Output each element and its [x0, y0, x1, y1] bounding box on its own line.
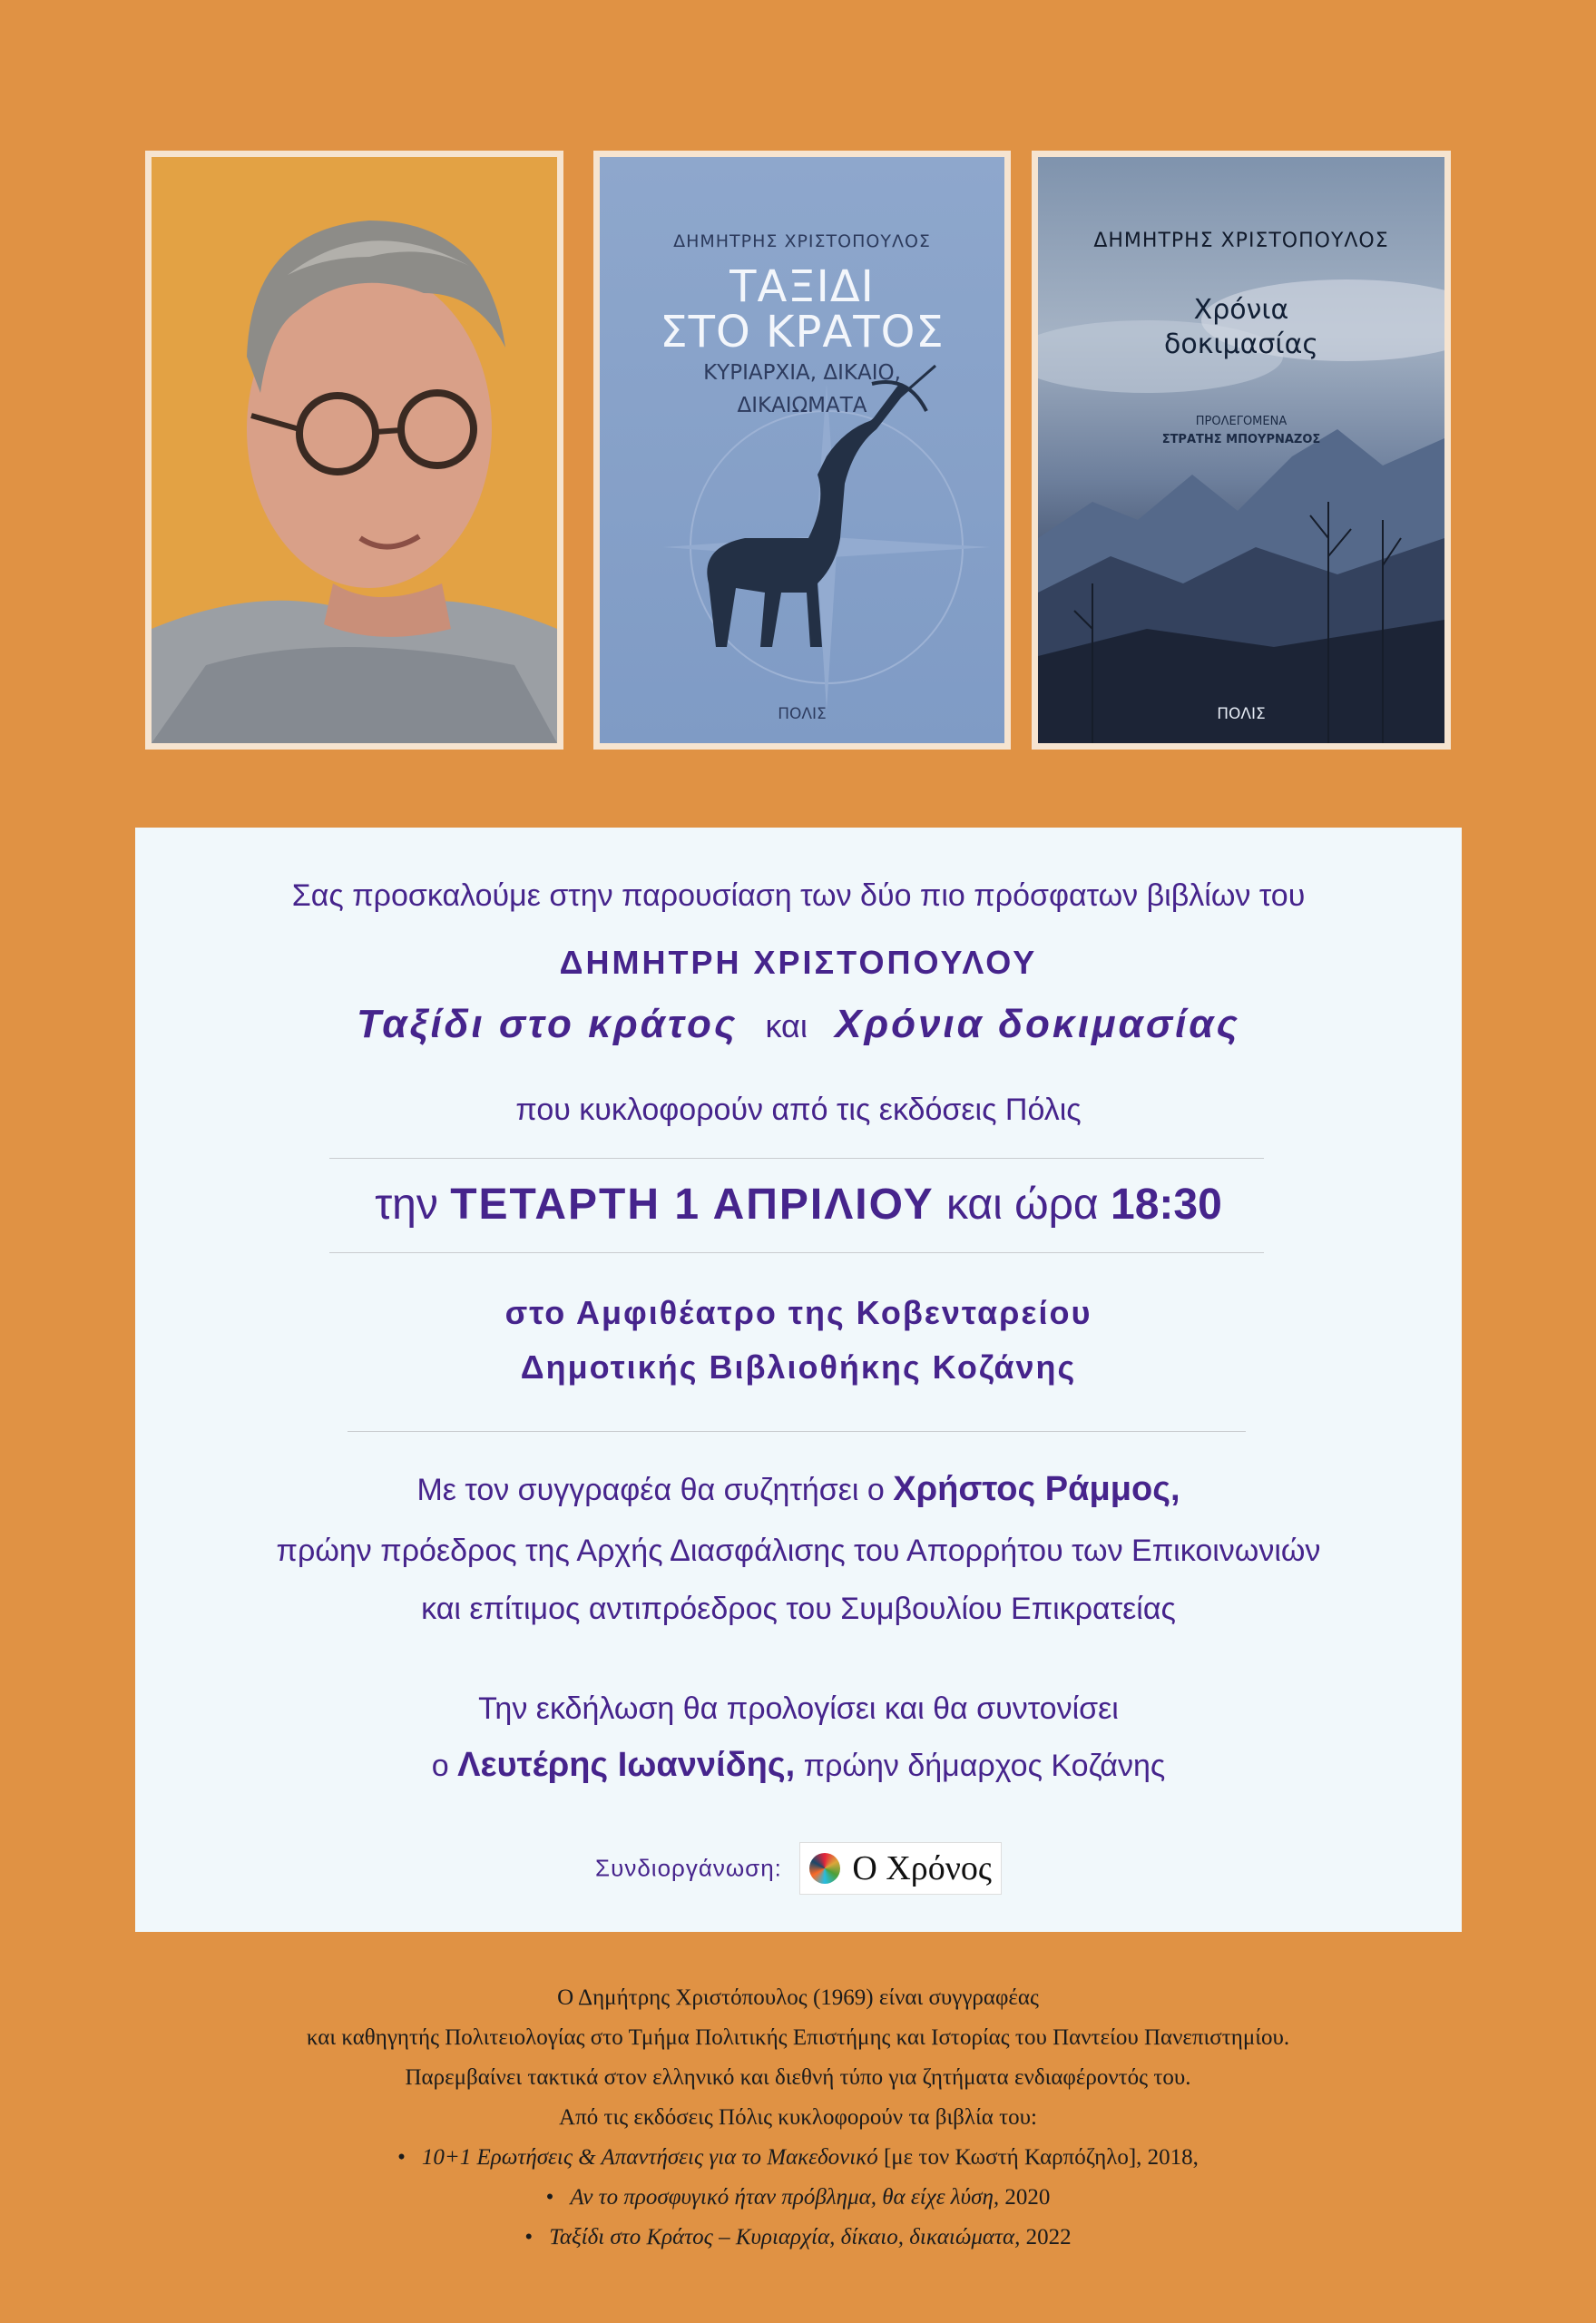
- coorganizer-logo: [799, 1842, 1002, 1895]
- coorganizer-label: Συνδιοργάνωση:: [595, 1854, 782, 1882]
- discussant-prefix: Με τον συγγραφέα θα συζητήσει ο: [416, 1473, 885, 1507]
- bio-line4: Από τις εκδόσεις Πόλις κυκλοφορούν τα βιβλία του:: [559, 2105, 1037, 2130]
- portrait-illustration: [152, 157, 557, 743]
- cover2-prologue-label: ΠΡΟΛΕΓΟΜΕΝΑ: [1195, 415, 1288, 428]
- moderator-intro: Την εκδήλωση θα προλογίσει και θα συντονίσει: [478, 1691, 1119, 1726]
- cover2-title-line1: Χρόνια: [1193, 294, 1289, 326]
- bio-book-item: [0, 2178, 1596, 2218]
- cover2-title: [1038, 293, 1444, 362]
- venue-line1: στο Αμφιθέατρο της Κοβενταρείου: [504, 1294, 1092, 1331]
- bio-line1: Ο Δημήτρης Χριστόπουλος (1969) είναι συγγραφέας: [557, 1985, 1039, 2010]
- bio-book-title: Αν το προσφυγικό ήταν πρόβλημα, θα είχε λύση,: [570, 2185, 1000, 2210]
- cover1-publisher: ΠΟΛΙΣ: [778, 705, 827, 723]
- book-titles: [135, 1002, 1462, 1047]
- book-cover-chronia: [1032, 151, 1451, 750]
- event-datetime: [135, 1180, 1462, 1230]
- bio-line3: Παρεμβαίνει τακτικά στον ελληνικό και διεθνή τύπο για ζητήματα ενδιαφέροντός του.: [405, 2065, 1191, 2090]
- moderator-role: πρώην δήμαρχος Κοζάνης: [803, 1749, 1166, 1783]
- moderator-prefix: ο: [431, 1749, 449, 1783]
- separator: [348, 1431, 1246, 1432]
- book1-title: Ταξίδι στο κράτος: [357, 1002, 739, 1046]
- discussant-line: [135, 1470, 1462, 1509]
- publisher-line: που κυκλοφορούν από τις εκδόσεις Πόλις: [515, 1093, 1082, 1127]
- invitation-card: [135, 828, 1462, 1932]
- cover2-title-line2: δοκιμασίας: [1164, 328, 1318, 360]
- date-prefix: την: [375, 1181, 438, 1229]
- cover1-title: [600, 261, 1004, 358]
- bio-book-item: [0, 2218, 1596, 2258]
- bio-book-title: Ταξίδι στο Κράτος – Κυριαρχία, δίκαιο, δικαιώματα,: [549, 2225, 1021, 2249]
- bio-book-note: 2020: [999, 2185, 1051, 2210]
- bullet-icon: •: [524, 2225, 534, 2249]
- discussant-role1: πρώην πρόεδρος της Αρχής Διασφάλισης του Απορρήτου των Επικοινωνιών: [276, 1534, 1321, 1568]
- bio-book-note: 2022: [1020, 2225, 1072, 2249]
- venue-line2: Δημοτικής Βιβλιοθήκης Κοζάνης: [520, 1348, 1077, 1386]
- bio-book-note: [με τον Κωστή Καρπόζηλο], 2018,: [877, 2145, 1199, 2170]
- book-cover-taxidi: [593, 151, 1011, 750]
- cover2-author: ΔΗΜΗΤΡΗΣ ΧΡΙΣΤΟΠΟΥΛΟΣ: [1093, 230, 1389, 252]
- cover1-subtitle-line1: ΚΥΡΙΑΡΧΙΑ, ΔΙΚΑΙΟ,: [703, 361, 901, 385]
- cover1-title-line2: ΣΤΟ ΚΡΑΤΟΣ: [660, 307, 945, 358]
- bullet-icon: •: [397, 2145, 406, 2170]
- separator: [329, 1158, 1264, 1159]
- author-bio: [0, 1978, 1596, 2258]
- bio-book-item: [0, 2138, 1596, 2178]
- moderator-line: [135, 1746, 1462, 1785]
- event-date: ΤΕΤΑΡΤΗ 1 ΑΠΡΙΛΙΟΥ: [450, 1181, 935, 1229]
- cover1-subtitle-line2: ΔΙΚΑΙΩΜΑΤΑ: [737, 394, 867, 417]
- cover1-title-line1: ΤΑΞΙΔΙ: [729, 261, 875, 312]
- discussant-name: Χρήστος Ράμμος,: [893, 1470, 1180, 1508]
- sdg-wheel-icon: [809, 1853, 840, 1884]
- author-portrait: [145, 151, 563, 750]
- bio-book-title: 10+1 Ερωτήσεις & Απαντήσεις για το Μακεδονικό: [421, 2145, 878, 2170]
- cover2-prologue-name: ΣΤΡΑΤΗΣ ΜΠΟΥΡΝΑΖΟΣ: [1161, 433, 1321, 446]
- event-time: 18:30: [1111, 1181, 1222, 1229]
- bullet-icon: •: [545, 2185, 554, 2210]
- moderator-name: Λευτέρης Ιωαννίδης,: [457, 1746, 796, 1784]
- cover2-prologue: [1038, 413, 1444, 449]
- cover1-subtitle: [600, 357, 1004, 422]
- separator: [329, 1252, 1264, 1253]
- author-name: ΔΗΜΗΤΡΗ ΧΡΙΣΤΟΠΟΥΛΟΥ: [559, 944, 1038, 981]
- bio-line2: και καθηγητής Πολιτειολογίας στο Τμήμα Πολιτικής Επιστήμης και Ιστορίας του Παντείου Πανεπιστημίου.: [306, 2025, 1290, 2050]
- and-word: και: [765, 1007, 808, 1044]
- logo-text: Ο Χρόνος: [852, 1849, 992, 1887]
- time-prefix: και ώρα: [945, 1181, 1099, 1229]
- cover1-author: ΔΗΜΗΤΡΗΣ ΧΡΙΣΤΟΠΟΥΛΟΣ: [673, 231, 931, 251]
- cover2-publisher: ΠΟΛΙΣ: [1217, 705, 1266, 723]
- discussant-role2: και επίτιμος αντιπρόεδρος του Συμβουλίου Επικρατείας: [421, 1592, 1176, 1626]
- coorganizer: [135, 1842, 1462, 1895]
- invitation-intro: Σας προσκαλούμε στην παρουσίαση των δύο πιο πρόσφατων βιβλίων του: [291, 878, 1306, 913]
- book2-title: Χρόνια δοκιμασίας: [835, 1002, 1240, 1046]
